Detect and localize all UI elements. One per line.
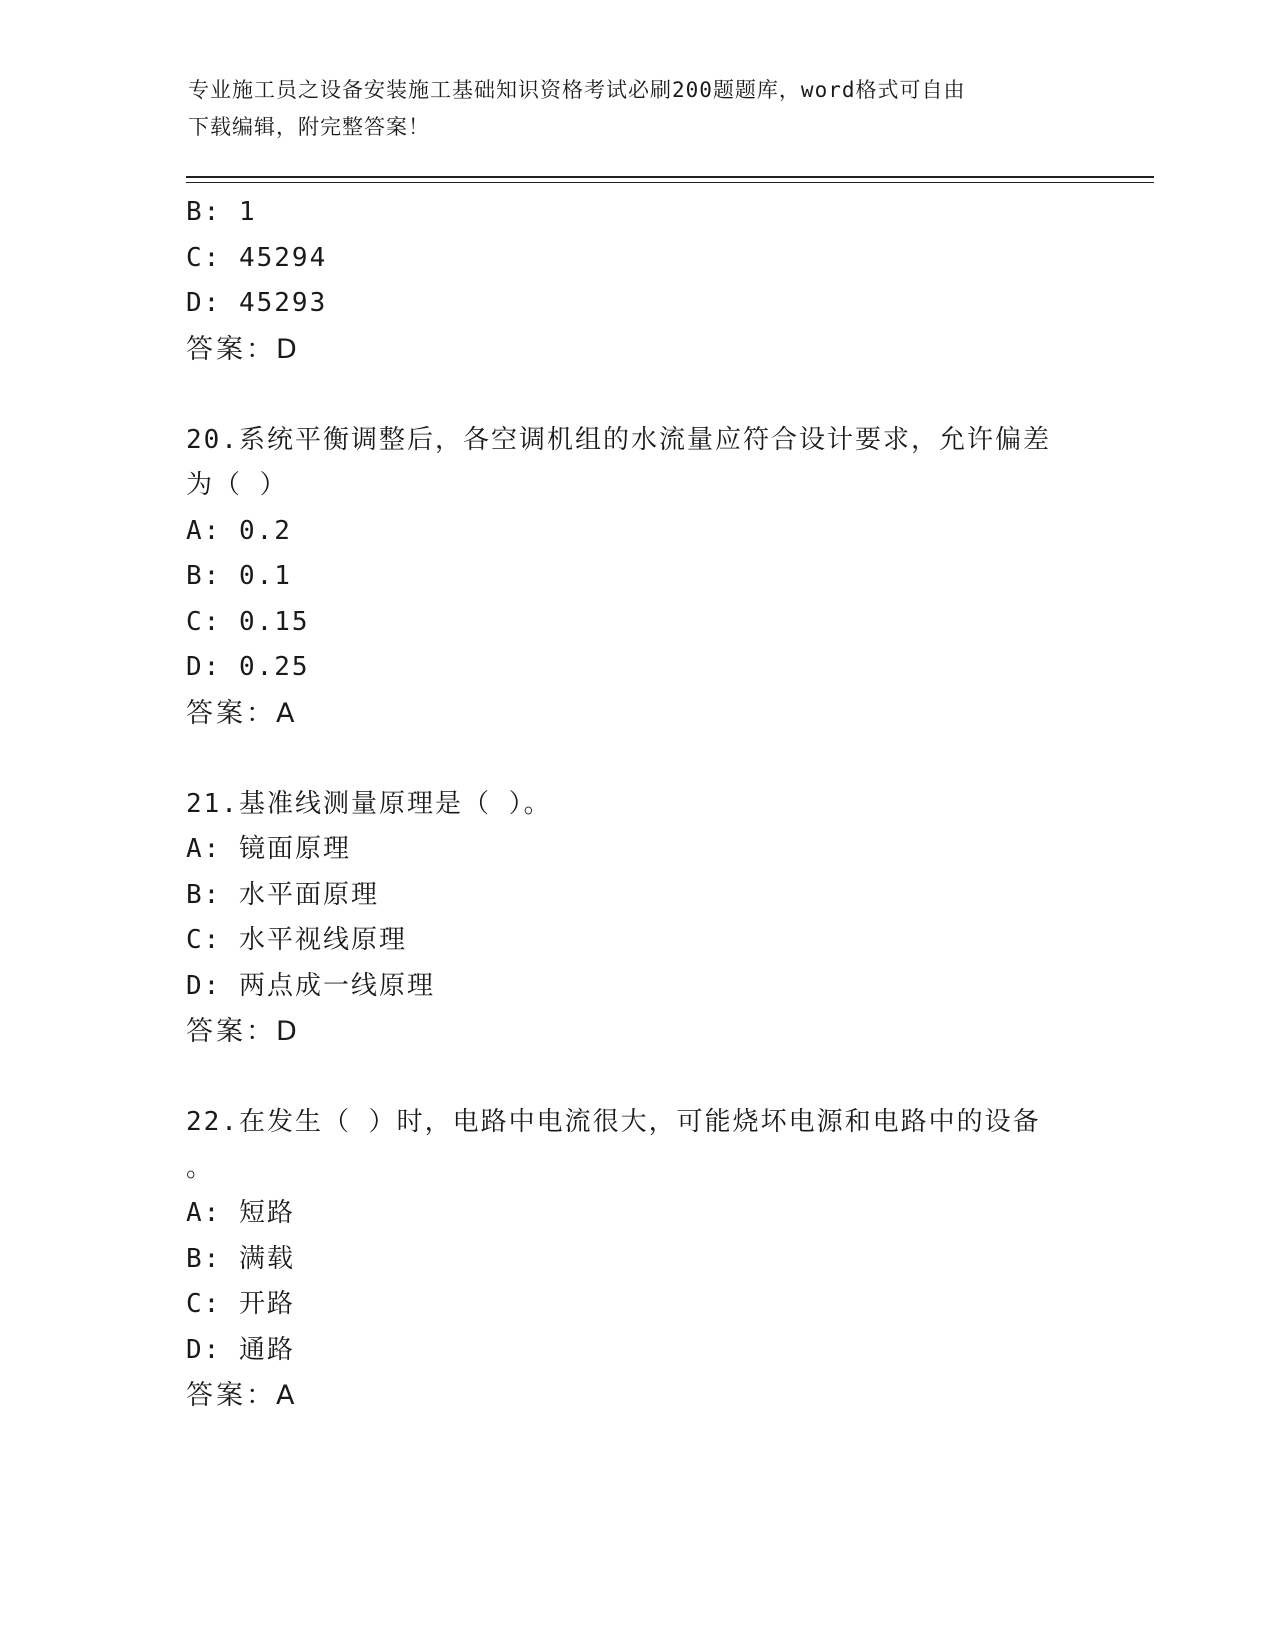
option-b: B: 1 [186,197,257,227]
spacer [186,1055,1086,1101]
question-content [186,190,1086,1419]
option-c: C: 开路 [186,1289,295,1319]
question-stem-line: 22.在发生（ ）时，电路中电流很大，可能烧坏电源和电路中的设备 [186,1107,1041,1137]
answer-line: 答案：D [186,1016,300,1047]
answer-line: 答案：D [186,333,300,365]
option-d: D: 两点成一线原理 [186,970,435,1001]
question-stem-line: 20.系统平衡调整后，各空调机组的水流量应符合设计要求，允许偏差 [186,424,1051,455]
question-19-continued [186,190,1086,372]
question-22 [186,1100,1086,1419]
option-c: C: 0.15 [186,606,310,637]
option-b: B: 满载 [186,1243,295,1274]
option-a: A: 0.2 [186,515,292,546]
option-a: A: 镜面原理 [186,834,351,864]
header-title-line-1: 专业施工员之设备安装施工基础知识资格考试必刷200题题库，word格式可自由 [188,78,966,102]
option-c: C: 45294 [186,242,328,273]
question-stem-line: 为（ ） [186,470,288,500]
option-d: D: 通路 [186,1334,295,1365]
option-b: B: 0.1 [186,561,292,591]
question-21 [186,782,1086,1055]
option-b: B: 水平面原理 [186,879,379,910]
page-header [188,72,1088,146]
spacer [186,736,1086,782]
answer-line: 答案：A [186,697,298,729]
option-d: D: 45293 [186,288,328,318]
question-20 [186,418,1086,737]
question-stem-line: 。 [186,1152,215,1183]
spacer [186,372,1086,418]
answer-line: 答案：A [186,1380,298,1411]
header-title-line-2: 下载编辑，附完整答案！ [188,115,430,139]
option-a: A: 短路 [186,1198,295,1228]
option-c: C: 水平视线原理 [186,925,407,955]
header-divider [186,176,1154,183]
option-d: D: 0.25 [186,652,310,682]
question-stem-line: 21.基准线测量原理是（ ）。 [186,788,552,819]
